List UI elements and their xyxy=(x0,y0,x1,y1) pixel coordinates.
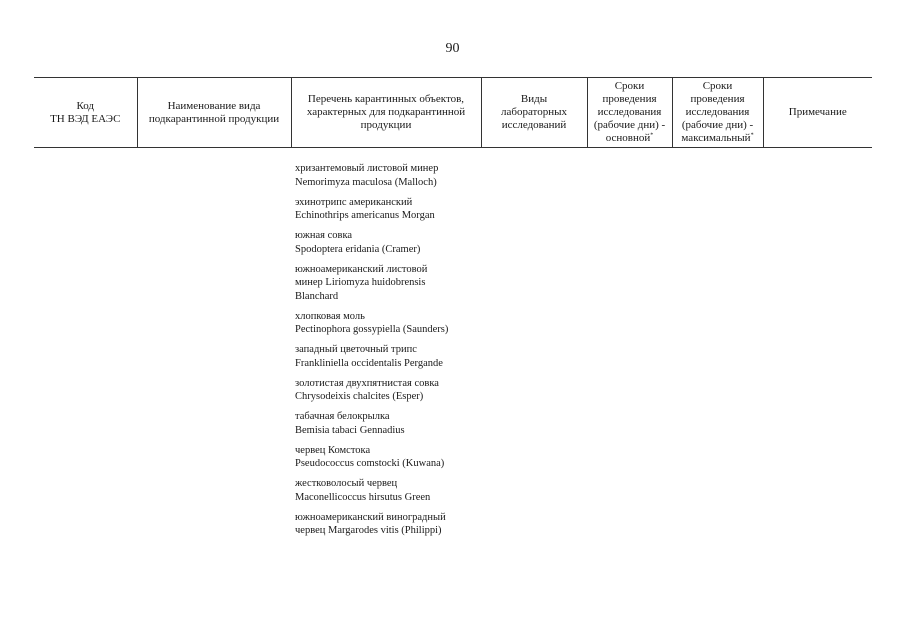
header-term-max-text: Сроки проведения исследования (рабочие дни) - максимальный xyxy=(681,80,754,144)
list-item: жестковолосый червец Maconellicoccus hirsutus Green xyxy=(295,478,431,503)
header-term-max xyxy=(672,78,763,148)
quarantine-objects-list xyxy=(295,162,495,544)
header-lab-research-types: Виды лабораторных исследований xyxy=(481,78,587,148)
list-item: табачная белокрылка Bemisia tabaci Gennadius xyxy=(295,411,405,436)
page-number: 90 xyxy=(445,41,460,56)
list-item: южноамериканский листовой минер Liriomyza huidobrensis Blanchard xyxy=(295,263,428,302)
header-term-main xyxy=(587,78,672,148)
header-quarantine-objects: Перечень карантинных объектов, характерных для подкарантинной продукции xyxy=(291,78,481,148)
list-item: золотистая двухпятнистая совка Chrysodeixis chalcites (Esper) xyxy=(295,377,439,402)
header-term-main-text: Сроки проведения исследования (рабочие дни) - основной xyxy=(593,80,666,144)
list-item: эхинотрипс американский Echinothrips americanus Morgan xyxy=(295,196,435,221)
header-product-name: Наименование вида подкарантинной продукции xyxy=(137,78,291,148)
list-item: западный цветочный трипс Frankliniella occidentalis Pergande xyxy=(295,344,443,369)
header-term-main-footnote: * xyxy=(650,132,654,139)
header-term-max-footnote: * xyxy=(750,132,754,139)
list-item: южная совка Spodoptera eridania (Cramer) xyxy=(295,230,421,255)
list-item: хризантемовый листовой минер Nemorimyza maculosa (Malloch) xyxy=(295,163,439,188)
list-item: червец Комстока Pseudococcus comstocki (Kuwana) xyxy=(295,444,445,469)
header-code: Код ТН ВЭД ЕАЭС xyxy=(34,78,137,148)
list-item: хлопковая моль Pectinophora gossypiella (Saunders) xyxy=(295,310,449,335)
header-note: Примечание xyxy=(763,78,872,148)
table-header xyxy=(34,77,872,148)
list-item: южноамериканский виноградный червец Margarodes vitis (Philippi) xyxy=(295,511,446,536)
